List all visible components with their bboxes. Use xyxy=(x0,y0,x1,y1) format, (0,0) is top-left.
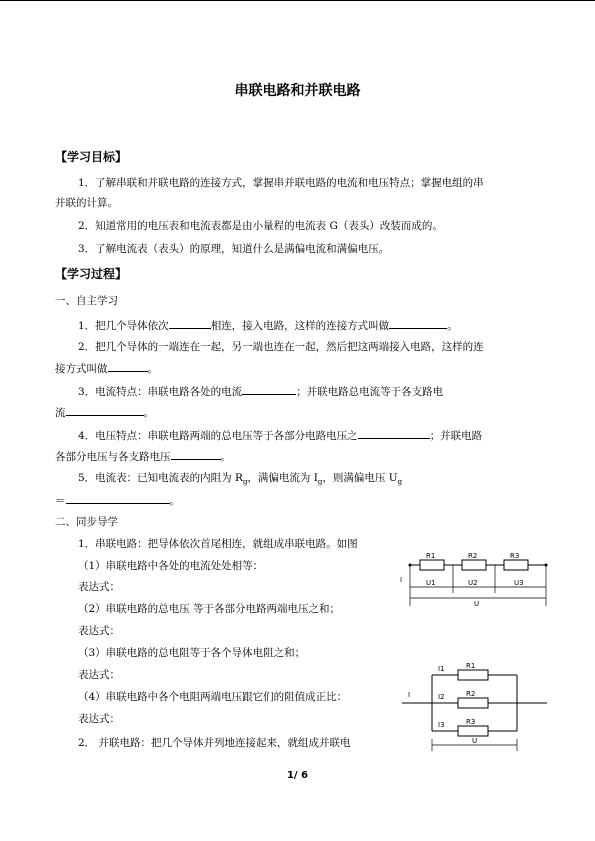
process-heading: 【学习过程】 xyxy=(55,267,128,281)
series-r1-label: R1 xyxy=(426,552,436,560)
parallel-i1-label: I1 xyxy=(438,665,445,673)
q1-text-b: 相连，接入电路，这样的连接方式叫做 xyxy=(210,320,390,332)
parallel-current-label: I xyxy=(408,691,411,699)
series-r2-label: R2 xyxy=(468,552,478,560)
q4-text-c: 各部分电压与各支路电压 xyxy=(55,451,171,463)
q5-text-a: 5．电流表：已知电流表的内阻为 R xyxy=(78,472,243,484)
parallel-resistor-3 xyxy=(458,726,488,736)
expression-label-4: 表达式： xyxy=(78,713,120,725)
q1-blank-1[interactable] xyxy=(169,317,211,329)
expression-label-1: 表达式： xyxy=(78,581,120,593)
series-u1-label: U1 xyxy=(426,579,436,587)
q5-text-b: ，满偏电流为 I xyxy=(247,472,318,484)
q1-text-c: 。 xyxy=(447,320,458,332)
parallel-definition: 2． 并联电路：把几个导体并列地连接起来，就组成并联电 xyxy=(78,737,351,749)
q4-blank-2[interactable] xyxy=(171,448,221,460)
q3-text-d: 。 xyxy=(143,407,154,419)
question-4-line2 xyxy=(55,448,231,464)
series-point-4: （4）串联电路中各个电阻两端电压跟它们的阻值成正比： xyxy=(78,691,348,703)
parallel-circuit-diagram xyxy=(402,655,562,755)
parallel-i3-label: I3 xyxy=(438,721,445,729)
series-u-label: U xyxy=(474,600,480,608)
expression-label-3: 表达式： xyxy=(78,669,120,681)
q5-blank[interactable] xyxy=(66,492,170,504)
q2-text-c: 。 xyxy=(147,363,158,375)
series-u2-label: U2 xyxy=(468,579,478,587)
page-number: 1/ 6 xyxy=(286,770,309,781)
series-r3-label: R3 xyxy=(510,552,520,560)
q3-blank-2[interactable] xyxy=(66,404,144,416)
q5-text-e: 。 xyxy=(169,495,180,507)
question-2-line2 xyxy=(55,360,158,376)
parallel-resistor-1 xyxy=(458,670,488,680)
question-2-line1: 2．把几个导体的一端连在一起，另一端也连在一起，然后把这两端接入电路，这样的连 xyxy=(78,341,484,353)
series-definition: 1．串联电路：把导体依次首尾相连，就组成串联电路。如图 xyxy=(78,538,358,550)
q3-text-b: ；并联电路总电流等于各支路电 xyxy=(296,386,444,398)
q5-sub-3: g xyxy=(397,478,403,487)
q5-text-c: ，则满偏电压 U xyxy=(322,472,398,484)
parallel-i2-label: I2 xyxy=(438,693,445,701)
series-u3-label: U3 xyxy=(514,579,524,587)
question-3-line1 xyxy=(78,383,443,399)
q4-text-d: 。 xyxy=(220,451,231,463)
series-circuit-diagram xyxy=(398,548,558,610)
parallel-r3-label: R3 xyxy=(466,718,476,726)
q2-text-b: 接方式叫做 xyxy=(55,363,108,375)
q1-text-a: 1．把几个导体依次 xyxy=(78,320,169,332)
q1-blank-2[interactable] xyxy=(389,317,447,329)
parallel-resistor-2 xyxy=(458,698,488,708)
question-3-line2 xyxy=(55,404,154,420)
parallel-u-label: U xyxy=(472,737,478,745)
q5-sub-1: g xyxy=(242,478,248,487)
q5-text-d: ＝ xyxy=(55,495,66,507)
q4-blank-1[interactable] xyxy=(358,427,430,439)
q2-blank[interactable] xyxy=(108,360,148,372)
expression-label-2: 表达式： xyxy=(78,625,120,637)
series-point-2: （2）串联电路的总电压 等于各部分电路两端电压之和； xyxy=(78,603,341,615)
question-5-line2 xyxy=(55,492,180,508)
question-4-line1 xyxy=(78,427,482,443)
parallel-r1-label: R1 xyxy=(466,662,476,670)
page-title: 串联电路和并联电路 xyxy=(234,83,361,99)
question-1 xyxy=(78,317,458,333)
goal-1-line2: 并联的计算。 xyxy=(55,197,118,209)
q3-text-a: 3．电流特点：串联电路各处的电流 xyxy=(78,386,243,398)
q5-sub-2: g xyxy=(317,478,323,487)
q3-text-c: 流 xyxy=(55,407,66,419)
series-resistor-2 xyxy=(462,560,486,570)
series-current-label: I xyxy=(400,576,403,584)
parallel-r2-label: R2 xyxy=(466,690,476,698)
goal-3: 3．了解电流表（表头）的原理，知道什么是满偏电流和满偏电压。 xyxy=(78,243,390,255)
q4-text-a: 4．电压特点：串联电路两端的总电压等于各部分电路电压之 xyxy=(78,430,358,442)
goals-heading: 【学习目标】 xyxy=(55,150,128,164)
top-rule xyxy=(0,0,595,1)
q4-text-b: ；并联电路 xyxy=(429,430,483,442)
q3-blank-1[interactable] xyxy=(242,383,296,395)
goal-1-line1: 1．了解串联和并联电路的连接方式，掌握串并联电路的电流和电压特点；掌握电组的串 xyxy=(78,177,484,189)
series-resistor-1 xyxy=(420,560,444,570)
question-5-line1 xyxy=(78,471,402,489)
series-point-3: （3）串联电路的总电阻等于各个导体电阻之和； xyxy=(78,647,306,659)
part2-heading: 二、同步导学 xyxy=(55,516,118,528)
series-resistor-3 xyxy=(504,560,528,570)
series-point-1: （1）串联电路中各处的电流处处相等： xyxy=(78,560,264,572)
goal-2: 2．知道常用的电压表和电流表都是由小量程的电流表 G（表头）改装而成的。 xyxy=(78,220,443,232)
part1-heading: 一、自主学习 xyxy=(55,295,118,307)
